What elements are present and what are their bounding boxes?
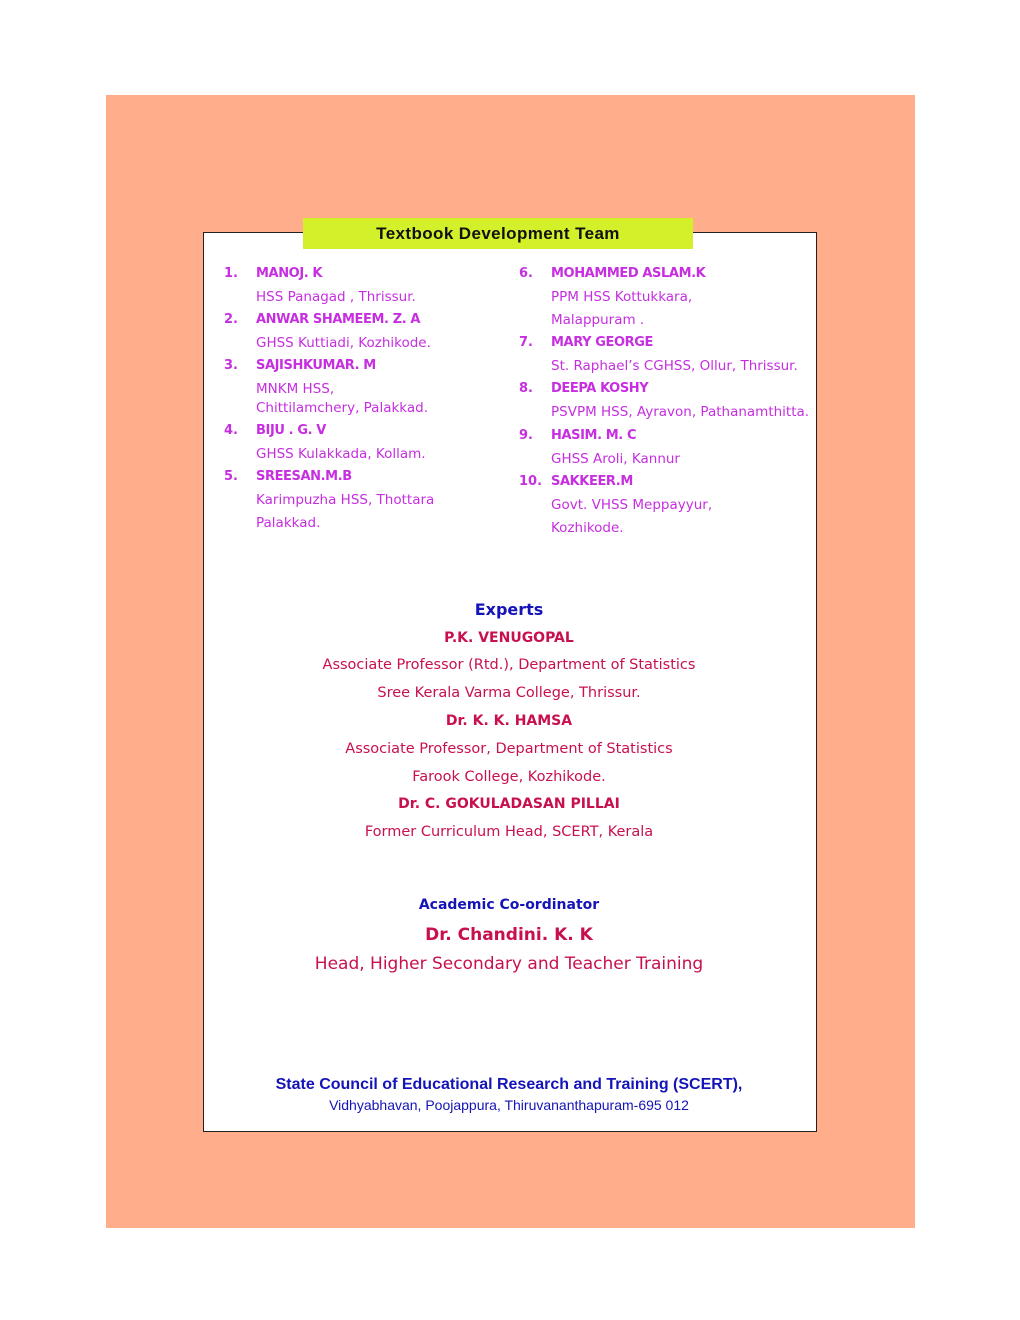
member-number: 10. bbox=[519, 474, 543, 489]
member-name: ANWAR SHAMEEM. Z. A bbox=[256, 312, 421, 327]
member-name: DEEPA KOSHY bbox=[551, 381, 649, 396]
member-school: GHSS Aroli, Kannur bbox=[551, 451, 680, 467]
expert-designation: Associate Professor, Department of Statistics bbox=[345, 741, 673, 757]
member-number: 2. bbox=[224, 312, 238, 327]
member-name: BIJU . G. V bbox=[256, 423, 326, 438]
expert-institution: Sree Kerala Varma College, Thrissur. bbox=[377, 685, 641, 701]
member-name: MARY GEORGE bbox=[551, 335, 653, 350]
member-name: MANOJ. K bbox=[256, 266, 323, 281]
member-school: PPM HSS Kottukkara, bbox=[551, 289, 693, 305]
footer-org: State Council of Educational Research and Training (SCERT), bbox=[275, 1076, 743, 1093]
member-school: HSS Panagad , Thrissur. bbox=[256, 289, 416, 305]
coordinator-name: Dr. Chandini. K. K bbox=[425, 925, 593, 945]
member-number: 1. bbox=[224, 266, 238, 281]
member-location: Kozhikode. bbox=[551, 520, 624, 536]
member-location: Chittilamchery, Palakkad. bbox=[256, 400, 429, 416]
member-location: Malappuram . bbox=[551, 312, 645, 328]
footer-address: Vidhyabhavan, Poojappura, Thiruvananthapuram-695 012 bbox=[329, 1097, 689, 1113]
experts-heading: Experts bbox=[474, 600, 544, 619]
team-heading: Textbook Development Team bbox=[303, 218, 693, 249]
member-number: 5. bbox=[224, 469, 238, 484]
coordinator-role: Head, Higher Secondary and Teacher Training bbox=[314, 954, 704, 974]
member-name: SAJISHKUMAR. M bbox=[256, 358, 376, 373]
expert-name: P.K. VENUGOPAL bbox=[444, 630, 574, 646]
member-school: MNKM HSS, bbox=[256, 381, 335, 397]
expert-designation: Associate Professor (Rtd.), Department of Statistics bbox=[322, 657, 696, 673]
member-number: 9. bbox=[519, 428, 533, 443]
member-location: Palakkad. bbox=[256, 515, 321, 531]
expert-designation: Former Curriculum Head, SCERT, Kerala bbox=[364, 824, 654, 840]
member-school: Karimpuzha HSS, Thottara bbox=[256, 492, 435, 508]
member-school: GHSS Kuttiadi, Kozhikode. bbox=[256, 335, 431, 351]
member-number: 3. bbox=[224, 358, 238, 373]
expert-name: Dr. K. K. HAMSA bbox=[445, 713, 573, 729]
expert-institution: Farook College, Kozhikode. bbox=[412, 769, 606, 785]
member-name: SREESAN.M.B bbox=[256, 469, 352, 484]
member-name: SAKKEER.M bbox=[551, 474, 633, 489]
member-school: St. Raphael’s CGHSS, Ollur, Thrissur. bbox=[551, 358, 798, 374]
coordinator-heading: Academic Co-ordinator bbox=[418, 897, 600, 913]
member-number: 8. bbox=[519, 381, 533, 396]
member-number: 4. bbox=[224, 423, 238, 438]
member-number: 6. bbox=[519, 266, 533, 281]
member-name: MOHAMMED ASLAM.K bbox=[551, 266, 706, 281]
member-school: Govt. VHSS Meppayyur, bbox=[551, 497, 713, 513]
member-school: PSVPM HSS, Ayravon, Pathanamthitta. bbox=[551, 404, 810, 420]
member-school: GHSS Kulakkada, Kollam. bbox=[256, 446, 426, 462]
expert-name: Dr. C. GOKULADASAN PILLAI bbox=[398, 796, 620, 812]
member-name: HASIM. M. C bbox=[551, 428, 637, 443]
member-number: 7. bbox=[519, 335, 533, 350]
